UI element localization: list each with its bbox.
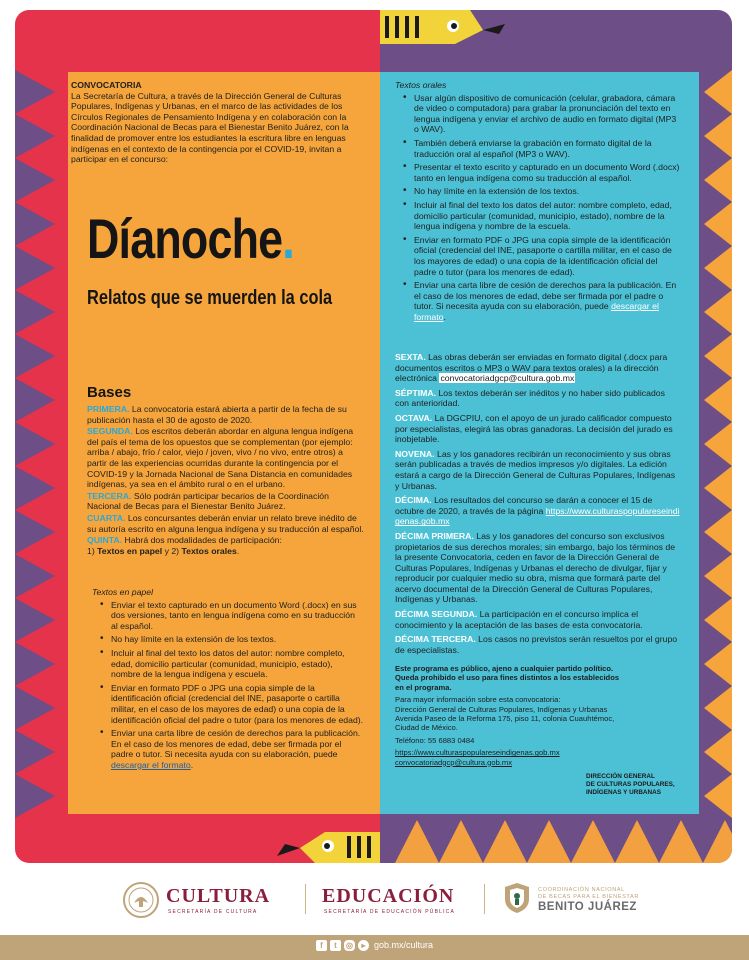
- list-item: • No hay límite en la extensión de los textos.: [401, 186, 681, 197]
- list-item: • Incluir al final del texto los datos del autor: nombre completo, edad, domicilio particular (comunidad, municipio, estado), nombre de la lengua indígena y nombre de la escuela.: [401, 200, 681, 232]
- base-label: CUARTA.: [87, 512, 126, 523]
- list-item: • Enviar en formato PDF o JPG una copia simple de la identificación oficial (credencial del INE, pasaporte o cartilla militar, en el caso de los mayores de edad) o una copia de la identificación oficial del padre o tutor (para los menores de edad).: [98, 683, 364, 725]
- base-label: SEGUNDA.: [87, 426, 133, 437]
- contact-email-link[interactable]: convocatoriadgcp@cultura.gob.mx: [440, 373, 575, 384]
- list-item-text: Enviar una carta libre de cesión de derechos para la publicación. En el caso de los menores de edad, debe ser firmada por el padre o tutor. Si necesita ayuda con su elaboración, puede: [111, 728, 361, 760]
- facebook-icon[interactable]: f: [316, 940, 327, 951]
- list-item-text: .: [190, 759, 194, 770]
- list-item: • También deberá enviarse la grabación en formato digital de la traducción oral al español (MP3 o WAV).: [401, 138, 681, 159]
- base-text: Los casos no previstos serán resueltos por el grupo de especialistas.: [395, 634, 678, 655]
- modalidad-papel: Textos en papel: [97, 545, 163, 556]
- email-link[interactable]: convocatoriadgcp@cultura.gob.mx: [395, 757, 513, 767]
- convocatoria-heading: CONVOCATORIA: [71, 80, 142, 90]
- social-url[interactable]: gob.mx/cultura: [374, 940, 434, 950]
- modalidad-text: y 2): [162, 545, 182, 556]
- footer-divider: [484, 884, 485, 914]
- base-label: QUINTA.: [87, 535, 123, 546]
- twitter-icon[interactable]: t: [330, 940, 341, 951]
- base-text: Los escritos deberán abordar en alguna lengua indígena del país el tema de los opuestos que se complementan (por ejemplo: arriba / abajo, frío / calor, viejo / joven, vivo / no vivo, entre otros) a partir de las experiencias ocurridas durante la contingencia por el COVID-19 y la Jornada Nacional de Sana Distancia en comunidades indígenas, ya sea en el ámbito rural o en el urbano.: [87, 426, 354, 490]
- descargar-formato-link[interactable]: descargar el formato: [414, 301, 659, 322]
- base-decima-primera: [395, 531, 681, 605]
- base-label: DÉCIMA.: [395, 495, 432, 506]
- poster-subtitle: Relatos que se muerden la cola: [87, 287, 333, 309]
- info-line: Avenida Paseo de la Reforma 175, piso 11, colonia Cuauhtémoc,: [395, 714, 615, 724]
- base-tercera: [87, 491, 365, 512]
- convocatoria-block: [71, 80, 367, 165]
- textos-orales-heading: Textos orales: [395, 80, 447, 90]
- base-quinta: [87, 535, 365, 556]
- base-label: DÉCIMA TERCERA.: [395, 634, 476, 645]
- base-text: Los textos deberán ser inéditos y no haber sido publicados con anterioridad.: [395, 387, 665, 409]
- cultura-logo-text: CULTURA: [166, 885, 271, 907]
- info-line: Dirección General de Culturas Populares, Indígenas y Urbanas: [395, 704, 608, 714]
- modalidad-text: .: [236, 545, 240, 556]
- base-decima-tercera: [395, 634, 681, 655]
- list-item: • Incluir al final del texto los datos del autor: nombre completo, edad, domicilio particular (comunidad, municipio, estado), nombre de la lengua indígena y escuela.: [98, 648, 364, 680]
- base-segunda: [87, 426, 365, 490]
- base-text: Sólo podrán participar becarios de la Coordinación Nacional de Becas para el Bienestar Benito Juárez.: [87, 490, 329, 512]
- modalidad-orales: Textos orales: [181, 545, 237, 556]
- base-label: SEXTA.: [395, 352, 426, 362]
- footer-divider: [305, 884, 306, 914]
- base-novena: [395, 449, 681, 491]
- list-item: • No hay límite en la extensión de los textos.: [98, 634, 364, 645]
- textos-papel-block: [92, 587, 364, 774]
- base-text: Las y los ganadores recibirán un reconocimiento y sus obras serán publicadas a través de medios impresos y/o digitales. La edición estará a cargo de la Dirección General de Culturas Populares, Indígenas y Urbanas.: [395, 448, 676, 491]
- results-url-link[interactable]: https://www.culturaspopulareseindigenas.gob.mx: [395, 505, 680, 527]
- base-text: La participación en el concurso implica el conocimiento y la aceptación de las bases de esta convocatoria.: [395, 609, 643, 630]
- bases-left-block: [87, 404, 365, 556]
- list-item: [401, 280, 681, 322]
- notice-block: [395, 664, 681, 767]
- signature-line: INDÍGENAS Y URBANAS: [586, 788, 662, 796]
- poster-title-dot: .: [282, 207, 294, 270]
- list-item: • Enviar en formato PDF o JPG una copia simple de la identificación oficial (credencial del INE, pasaporte o cartilla militar, en el caso de los mayores de edad) o una copia de la identificación oficial del padre o tutor (para los menores de edad).: [401, 235, 681, 277]
- educacion-logo-text: EDUCACIÓN: [322, 885, 455, 907]
- base-septima: [395, 388, 681, 409]
- base-text: La convocatoria estará abierta a partir de la fecha de su publicación hasta el 30 de agosto de 2020.: [87, 404, 347, 425]
- base-label: SÉPTIMA.: [395, 387, 437, 398]
- list-item: • Enviar el texto capturado en un documento Word (.docx) en sus dos versiones, tanto en lengua indígena como en su traducción al español.: [98, 600, 364, 632]
- bases-right-block: [395, 352, 681, 655]
- base-sexta: [395, 352, 681, 384]
- base-primera: [87, 404, 365, 425]
- list-item: • Presentar el texto escrito y capturado en un documento Word (.docx) tanto en lengua indígena como su traducción al español.: [401, 162, 681, 183]
- base-text: Habrá dos modalidades de participación:: [122, 535, 282, 546]
- snake-head-bottom-icon: [277, 832, 380, 863]
- textos-orales-list: [401, 93, 681, 323]
- base-text: Los concursantes deberán enviar un relato breve inédito de su autoría escrito en alguna lengua indígena y su traducción al español.: [87, 512, 364, 534]
- base-label: PRIMERA.: [87, 404, 130, 414]
- base-label: TERCERA.: [87, 490, 132, 501]
- base-octava: [395, 413, 681, 445]
- becas-logo-name: BENITO JUÁREZ: [538, 901, 637, 913]
- list-item-text: Enviar una carta libre de cesión de derechos para la publicación. En el caso de los menores de edad, debe ser firmada por el padre o tutor. Si necesita ayuda con su elaboración, puede: [414, 280, 677, 312]
- info-intro: Para mayor información sobre esta convocatoria:: [395, 695, 561, 705]
- info-line: Teléfono: 55 6883 0484: [395, 735, 475, 745]
- descargar-formato-link[interactable]: descargar el formato: [111, 759, 191, 770]
- bases-heading: Bases: [87, 384, 132, 401]
- base-text: La DGCPIU, con el apoyo de un jurado calificador compuesto por especialistas, elegirá las obras ganadoras. La decisión del jurado es inobjetable.: [395, 412, 673, 445]
- textos-papel-heading: Textos en papel: [92, 587, 154, 597]
- youtube-icon[interactable]: ▸: [358, 940, 369, 951]
- base-text: Las y los ganadores del concurso son exclusivos propietarios de sus derechos morales; sin embargo, bajo los términos de la presente Convocatoria, ceden en favor de la Dirección General de Culturas Populares, Indígenas y Urbanas el derecho de divulgar, fijar y reproducir por cualquier medio su obra, misma que formará parte del acervo documental de la Dirección General de Culturas Populares, Indígenas y Urbanas.: [395, 530, 676, 605]
- textos-orales-block: [395, 80, 681, 325]
- educacion-logo-subtitle: SECRETARÍA DE EDUCACIÓN PÚBLICA: [324, 909, 456, 915]
- textos-papel-list: [98, 600, 364, 771]
- base-cuarta: [87, 513, 365, 534]
- becas-logo-caption: [538, 887, 639, 901]
- base-text: Los resultados del concurso se darán a conocer el 15 de octubre de 2020, a través de la página: [395, 495, 653, 516]
- list-item-text: .: [443, 311, 446, 322]
- info-line: Ciudad de México.: [395, 723, 458, 733]
- becas-caption-line: COORDINACIÓN NACIONAL: [538, 887, 625, 893]
- cultura-logo-subtitle: SECRETARÍA DE CULTURA: [168, 909, 258, 915]
- base-label: DÉCIMA SEGUNDA.: [395, 609, 478, 620]
- base-decima: [395, 495, 681, 527]
- website-link[interactable]: https://www.culturaspopulareseindigenas.gob.mx: [395, 748, 560, 758]
- convocatoria-intro: La Secretaría de Cultura, a través de la Dirección General de Culturas Populares, Indígenas y Urbanas, en el marco de las actividades de los Círculos Regionales de Pensamiento Indígena y en colaboración con la Coordinación Nacional de Becas para el Bienestar Benito Juárez, con la finalidad de promover entre los estudiantes la escritura libre en lenguas indígenas en el contexto de la contingencia por el COVID-19, invitan a participar en el concurso:: [71, 90, 349, 165]
- modalidad-text: 1): [87, 545, 98, 556]
- instagram-icon[interactable]: ◎: [344, 940, 355, 951]
- base-label: OCTAVA.: [395, 412, 433, 423]
- legal-notice: Este programa es público, ajeno a cualquier partido político. Queda prohibido el uso para fines distintos a los establecidos en el programa.: [395, 664, 620, 692]
- base-label: NOVENA.: [395, 448, 435, 459]
- signature-block: [586, 773, 675, 796]
- list-item: • Usar algún dispositivo de comunicación (celular, grabadora, cámara de video o computadora) para grabar la pronunciación del texto en lengua indígena y enviar el archivo de audio en formato digital (MP3 o WAV).: [401, 93, 681, 135]
- poster-title-text: Díanoche: [87, 207, 283, 270]
- base-text: Las obras deberán ser enviadas en formato digital (.docx para documentos escritos o MP3 o WAV para textos orales) a la dirección electrónica: [395, 352, 668, 384]
- signature-line: DE CULTURAS POPULARES,: [586, 780, 675, 788]
- becas-shield-icon: [502, 881, 532, 915]
- base-decima-segunda: [395, 609, 681, 630]
- becas-caption-line: DE BECAS PARA EL BIENESTAR: [538, 894, 639, 900]
- signature-line: DIRECCIÓN GENERAL: [586, 773, 655, 780]
- poster-title: [87, 208, 294, 270]
- list-item: [98, 728, 364, 770]
- base-label: DÉCIMA PRIMERA.: [395, 530, 474, 541]
- eagle-seal-icon: [122, 881, 160, 919]
